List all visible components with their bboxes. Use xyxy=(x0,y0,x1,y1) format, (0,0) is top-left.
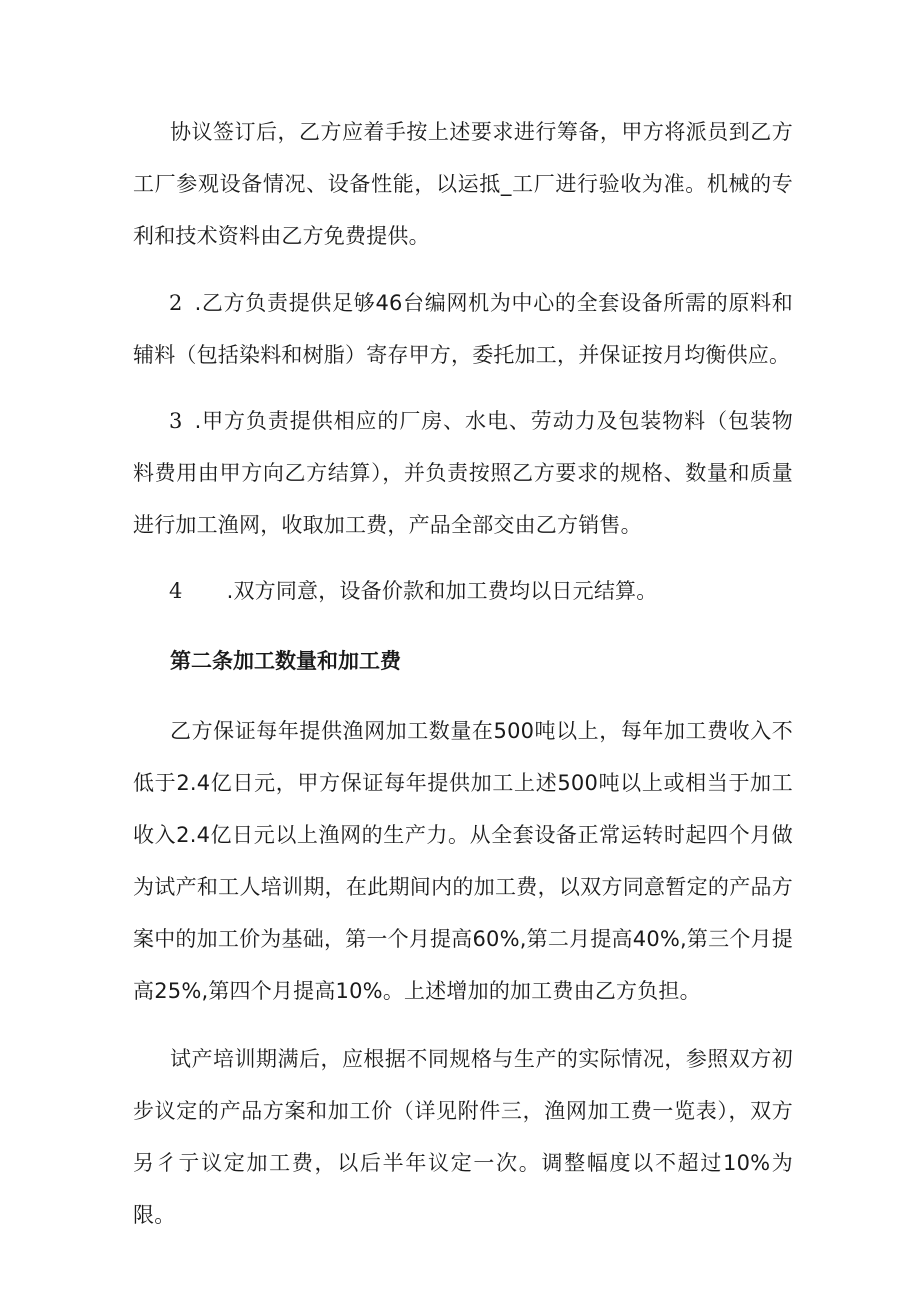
list-item-4 xyxy=(133,565,793,617)
list-item-3 xyxy=(133,395,793,551)
paragraph-fee-adjustment: 试产培训期满后，应根据不同规格与生产的实际情况，参照双方初步议定的产品方案和加工价（详见附件三，渔网加工费一览表），双方另彳亍议定加工费，以后半年议定一次。调整幅度以不超过10%为限。 xyxy=(133,1047,793,1227)
list-item-3-text: .甲方负责提供相应的厂房、水电、劳动力及包装物料（包装物料费用由甲方向乙方结算），并负责按照乙方要求的规格、数量和质量进行加工渔网，收取加工费，产品全部交由乙方销售。 xyxy=(133,409,793,537)
list-item-2-text: .乙方负责提供足够46台编网机为中心的全套设备所需的原料和辅料（包括染料和树脂）寄存甲方，委托加工，并保证按月均衡供应。 xyxy=(133,291,793,367)
list-item-3-number: 3 xyxy=(169,409,183,433)
paragraph-quantity-and-fees: 乙方保证每年提供渔网加工数量在500吨以上，每年加工费收入不低于2.4亿日元，甲方保证每年提供加工上述500吨以上或相当于加工收入2.4亿日元以上渔网的生产力。从全套设备正常运转时起四个月做为试产和工人培训期，在此期间内的加工费，以双方同意暂定的产品方案中的加工价为基础，第一个月提高60%,第二月提高40%,第三个月提高25%,第四个月提高10%。上述增加的加工费由乙方负担。 xyxy=(133,719,793,1003)
list-item-2-number: 2 xyxy=(169,291,183,315)
list-item-4-text: .双方同意，设备价款和加工费均以日元结算。 xyxy=(226,579,658,603)
list-item-4-number: 4 xyxy=(169,579,183,603)
section-heading: 第二条加工数量和加工费 xyxy=(170,649,401,673)
list-item-2 xyxy=(133,277,793,381)
paragraph-acceptance: 协议签订后，乙方应着手按上述要求进行筹备，甲方将派员到乙方工厂参观设备情况、设备性能，以运抵_工厂进行验收为准。机械的专利和技术资料由乙方免费提供。 xyxy=(133,120,793,248)
